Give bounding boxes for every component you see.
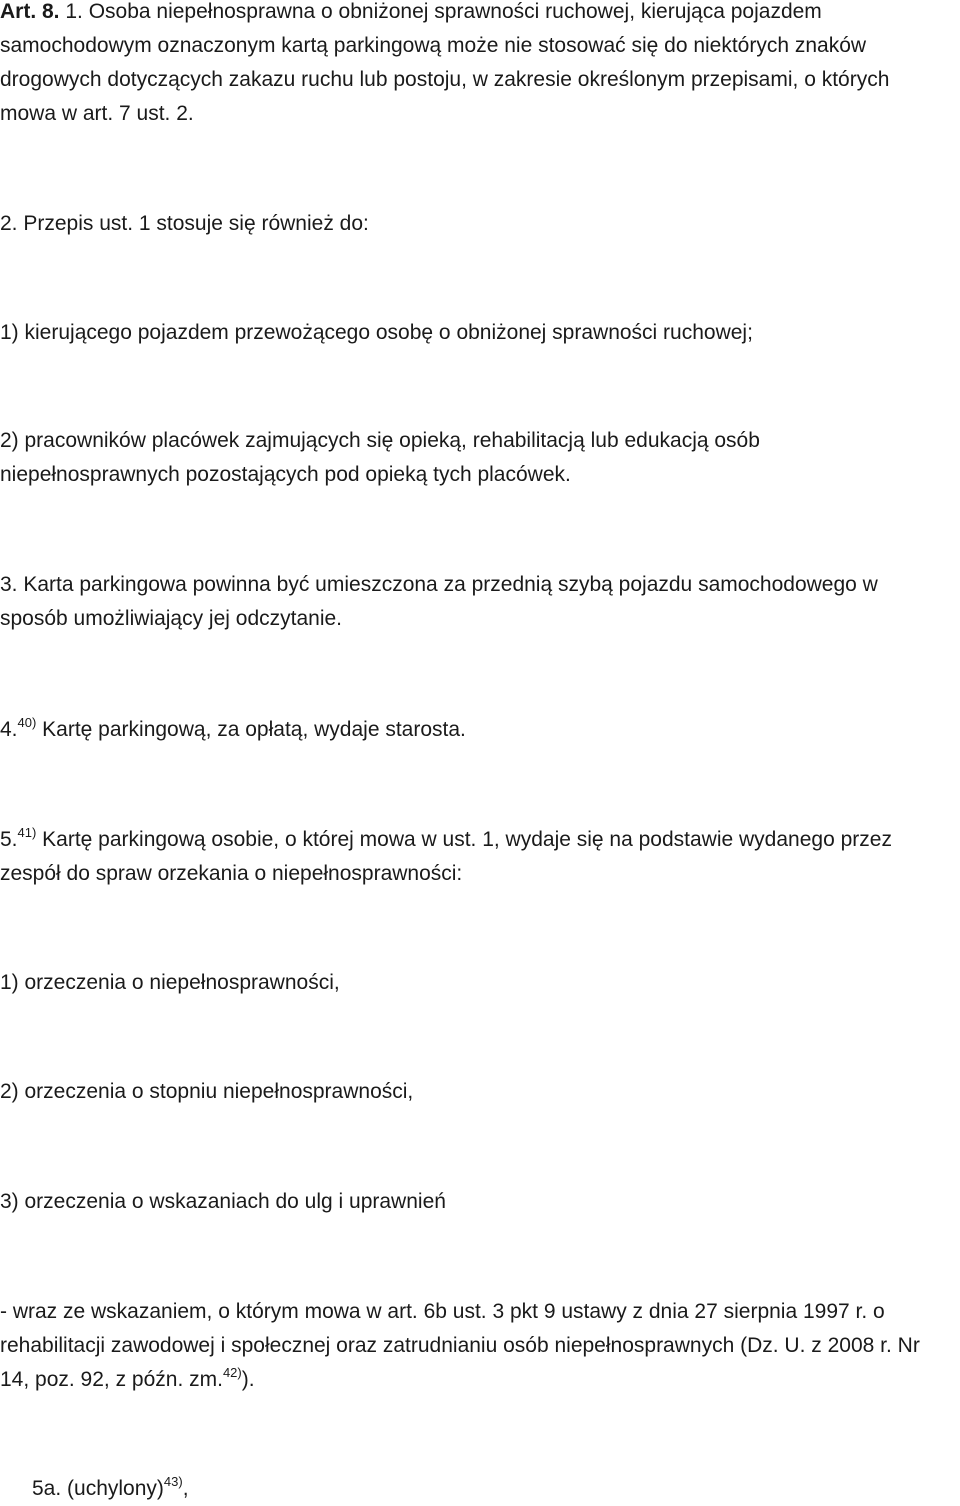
para5-item1: 1) orzeczenia o niepełnosprawności, [0,971,340,994]
art8-para1-line3: drogowych dotyczących zakazu ruchu lub postoju, w zakresie określonym przepisami, o których [0,68,890,91]
para5-line2: zespół do spraw orzekania o niepełnosprawności: [0,862,463,885]
footnote-ref: 43) [163,1474,183,1489]
footnote-ref: 42) [222,1365,242,1380]
art8-para1-line2: samochodowym oznaczonym kartą parkingową może nie stosować się do niektórych znaków [0,34,867,57]
para3-line2: sposób umożliwiający jej odczytanie. [0,607,342,630]
para5-tail-line2: rehabilitacji zawodowej i społecznej oraz zatrudnianiu osób niepełnosprawnych (Dz. U. z 2008 r. Nr [0,1334,920,1357]
footnote-ref: 41) [17,825,37,840]
para5a: 5a. (uchylony)$^{43)}$, [32,1474,189,1500]
art8-para1-line1: Art. 8. 1. Osoba niepełnosprawna o obniżonej sprawności ruchowej, kierująca pojazdem [0,0,822,23]
para5-item3: 3) orzeczenia o wskazaniach do ulg i uprawnień [0,1190,446,1213]
article-heading: Art. 8. [0,0,60,23]
para2-item1: 1) kierującego pojazdem przewożącego osobę o obniżonej sprawności ruchowej; [0,321,753,344]
para2-item2-line1: 2) pracowników placówek zajmujących się opieką, rehabilitacją lub edukacją osób [0,429,760,452]
para2-item2-line2: niepełnosprawnych pozostających pod opieką tych placówek. [0,463,571,486]
para5-tail-line3: 14, poz. 92, z późn. zm.$^{42)}$). [0,1365,255,1391]
para2-intro: 2. Przepis ust. 1 stosuje się również do: [0,212,369,235]
para3-line1: 3. Karta parkingowa powinna być umieszczona za przednią szybą pojazdu samochodowego w [0,573,878,596]
art8-para1-line4: mowa w art. 7 ust. 2. [0,102,194,125]
para4: 4.$^{40)}$ Kartę parkingową, za opłatą, wydaje starosta. [0,715,466,741]
para5-line1: 5.$^{41)}$ Kartę parkingową osobie, o której mowa w ust. 1, wydaje się na podstawie wydanego przez [0,825,892,851]
para5-item2: 2) orzeczenia o stopniu niepełnosprawności, [0,1080,414,1103]
footnote-ref: 40) [17,715,37,730]
para5-tail-line1: - wraz ze wskazaniem, o którym mowa w art. 6b ust. 3 pkt 9 ustawy z dnia 27 sierpnia 1997 r. o [0,1300,885,1323]
